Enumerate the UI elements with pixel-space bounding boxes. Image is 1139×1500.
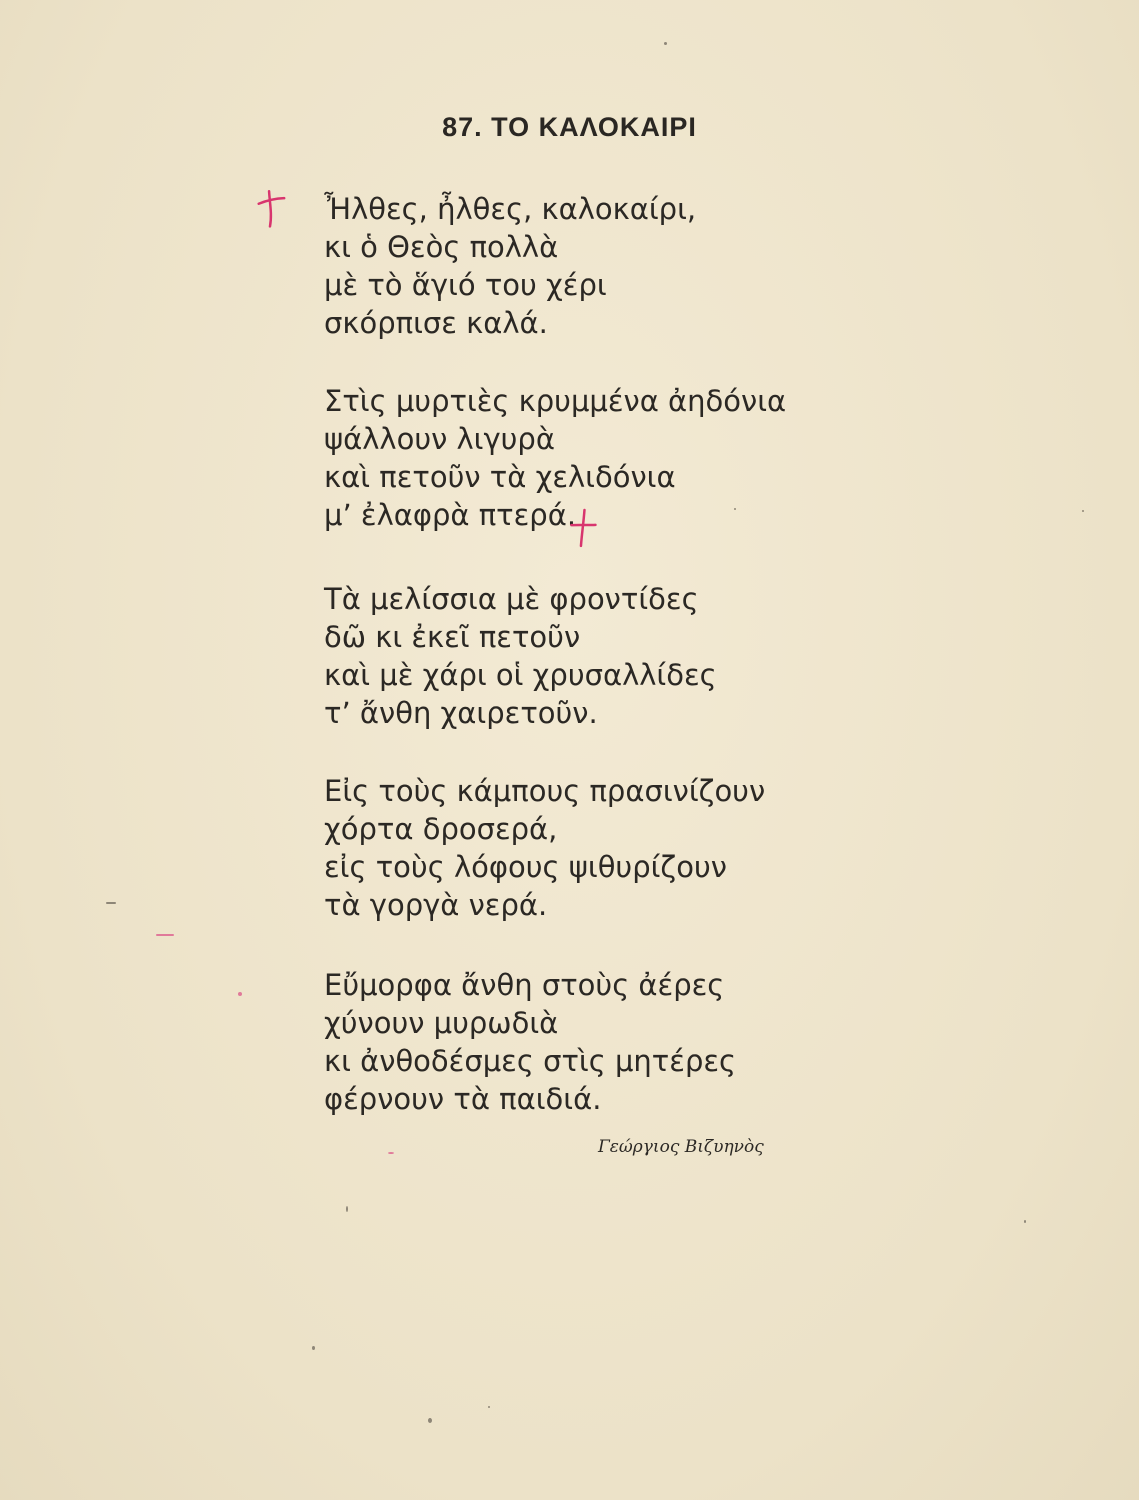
paper-speck [428,1418,432,1423]
stanza-5 [324,966,844,1118]
paper-speck [238,992,242,996]
paper-speck [156,934,174,936]
stanza-1 [324,190,844,342]
poem-line: Στὶς μυρτιὲς κρυμμένα ἀηδόνια [324,384,787,418]
poem-title: 87. ΤΟ ΚΑΛΟΚΑΙΡΙ [442,112,697,142]
paper-speck [664,42,667,45]
paper-speck [388,1152,394,1154]
poem-line: τὰ γοργὰ νερά. [324,888,548,922]
poem-line: χύνουν μυρωδιὰ [324,1006,559,1040]
poem-line: κι ἀνθοδέσμες στὶς μητέρες [324,1044,737,1078]
poem-line: δῶ κι ἐκεῖ πετοῦν [324,620,581,654]
paper-speck [1082,510,1084,512]
poem-line: σκόρπισε καλά. [324,306,548,340]
cross-mark-icon [566,505,599,557]
paper-speck [106,902,116,904]
cross-mark-icon [251,186,293,239]
stanza-3 [324,580,844,732]
poem-line: εἰς τοὺς λόφους ψιθυρίζουν [324,850,727,884]
poem-line: κι ὁ Θεὸς πολλὰ [324,230,559,264]
poem-line: φέρνουν τὰ παιδιά. [324,1082,602,1116]
paper-speck [346,1206,348,1212]
poem-line: Εἰς τοὺς κάμπους πρασινίζουν [324,774,766,808]
poem-line: καὶ πετοῦν τὰ χελιδόνια [324,460,676,494]
poem-line: μὲ τὸ ἅγιό του χέρι [324,268,607,302]
paper-speck [488,1406,490,1408]
poem-line: Εὔμορφα ἄνθη στοὺς ἀέρες [324,968,725,1002]
poem-line: μ’ ἐλαφρὰ πτερά. [324,498,577,532]
poem-line: καὶ μὲ χάρι οἱ χρυσαλλίδες [324,658,717,692]
paper-speck [312,1346,315,1350]
poem-line: Τὰ μελίσσια μὲ φροντίδες [324,582,699,616]
paper-speck [734,508,736,510]
poem-line: τ’ ἄνθη χαιρετοῦν. [324,696,598,730]
poem-line: Ἦλθες, ἦλθες, καλοκαίρι, [324,192,697,226]
poem-line: χόρτα δροσερά, [324,812,558,846]
poem-line: ψάλλουν λιγυρὰ [324,422,555,456]
stanza-4 [324,772,844,924]
author-signature: Γεώργιος Βιζυηνὸς [598,1137,764,1157]
paper-speck [1024,1220,1026,1223]
